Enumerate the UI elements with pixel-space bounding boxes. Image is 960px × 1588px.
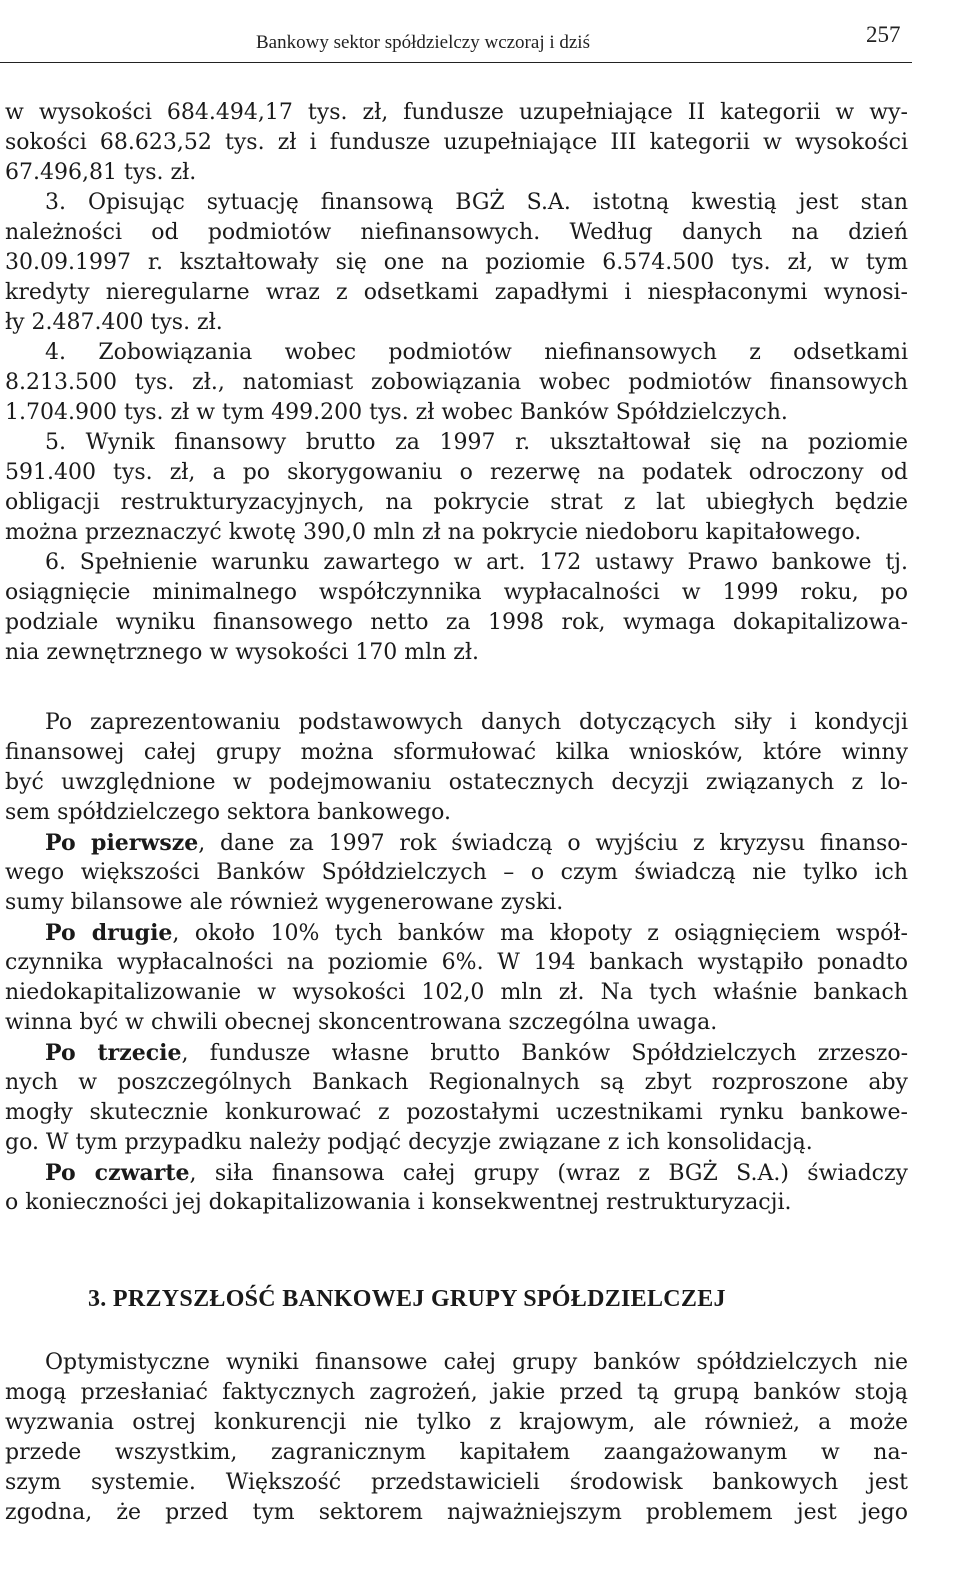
point-one-first-line [5,828,908,859]
point-lead: Po pierwsze [45,830,199,856]
text-line: szym systemie. Większość przedstawicieli środowisk bankowych jest [5,1470,908,1495]
text-line: mogły skutecznie konkurować z pozostałymi uczestnikami rynku bankowe- [5,1100,908,1125]
text-line: kredyty nieregularne wraz z odsetkami zapadłymi i niespłaconymi wynosi- [5,280,908,305]
text-line: osiągnięcie minimalnego współczynnika wypłacalności w 1999 roku, po [5,580,908,605]
text-line: zgodna, że przed tym sektorem najważniejszym problemem jest jego [5,1500,908,1525]
text-line: 4. Zobowiązania wobec podmiotów niefinansowych z odsetkami [45,340,908,365]
text-line: w wysokości 684.494,17 tys. zł, fundusze uzupełniające II kategorii w wy- [5,100,908,125]
point-lead: Po czwarte [45,1160,190,1186]
point-lead: Po drugie [45,920,173,946]
text-line: 5. Wynik finansowy brutto za 1997 r. ukształtował się na poziomie [45,430,908,455]
text-line: Po zaprezentowaniu podstawowych danych dotyczących siły i kondycji [45,710,908,735]
running-header [0,18,912,63]
point-three-first-line [5,1038,908,1069]
point-two-first-line [5,918,908,949]
text-line: 30.09.1997 r. kształtowały się one na poziomie 6.574.500 tys. zł, w tym [5,250,908,275]
text-line: 8.213.500 tys. zł., natomiast zobowiązania wobec podmiotów finansowych [5,370,908,395]
text-line: przede wszystkim, zagranicznym kapitałem zaangażowanym w na- [5,1440,908,1465]
section-heading: 3. PRZYSZŁOŚĆ BANKOWEJ GRUPY SPÓŁDZIELCZEJ [88,1286,726,1312]
text-line: nych w poszczególnych Bankach Regionalnych są zbyt rozproszone aby [5,1070,908,1095]
text-line: 67.496,81 tys. zł. [5,160,197,185]
text-line: sumy bilansowe ale również wygenerowane zyski. [5,890,564,915]
text-line: sem spółdzielczego sektora bankowego. [5,800,452,825]
point-four-first-line [5,1158,908,1189]
page-number: 257 [866,22,901,47]
point-text: , około 10% tych banków ma kłopoty z osiągnięciem współ- [172,921,908,946]
text-line: finansowej całej grupy można sformułować kilka wniosków, które winny [5,740,908,765]
text-line: go. W tym przypadku należy podjąć decyzje związane z ich konsolidacją. [5,1130,813,1155]
text-line: wyzwania ostrej konkurencji nie tylko z krajowym, ale również, a może [5,1410,908,1435]
text-line: ły 2.487.400 tys. zł. [5,310,223,335]
point-text: , siła finansowa całej grupy (wraz z BGŻ S.A.) świadczy [189,1161,908,1186]
text-line: czynnika wypłacalności na poziomie 6%. W 194 bankach wystąpiło ponadto [5,950,908,975]
text-line: winna być w chwili obecnej skoncentrowana szczególna uwaga. [5,1010,718,1035]
text-line: sokości 68.623,52 tys. zł i fundusze uzupełniające III kategorii w wysokości [5,130,908,155]
point-text: , fundusze własne brutto Banków Spółdzielczych zrzeszo- [181,1041,908,1066]
text-line: 1.704.900 tys. zł w tym 499.200 tys. zł wobec Banków Spółdzielczych. [5,400,788,425]
text-line: można przeznaczyć kwotę 390,0 mln zł na pokrycie niedoboru kapitałowego. [5,520,862,545]
text-line: obligacji restrukturyzacyjnych, na pokrycie strat z lat ubiegłych będzie [5,490,908,515]
text-line: mogą przesłaniać faktycznych zagrożeń, jakie przed tą grupą banków stoją [5,1380,908,1405]
text-line: nia zewnętrznego w wysokości 170 mln zł. [5,640,479,665]
point-lead: Po trzecie [45,1040,182,1066]
text-line: należności od podmiotów niefinansowych. Według danych na dzień [5,220,908,245]
text-line: 3. Opisując sytuację finansową BGŻ S.A. istotną kwestią jest stan [45,190,908,215]
text-line: 6. Spełnienie warunku zawartego w art. 172 ustawy Prawo bankowe tj. [45,550,908,575]
text-line: Optymistyczne wyniki finansowe całej grupy banków spółdzielczych nie [45,1350,908,1375]
text-line: o konieczności jej dokapitalizowania i konsekwentnej restrukturyzacji. [5,1190,792,1215]
text-line: wego większości Banków Spółdzielczych – o czym świadczą nie tylko ich [5,860,908,885]
text-line: podziale wyniku finansowego netto za 1998 rok, wymaga dokapitalizowa- [5,610,908,635]
point-text: , dane za 1997 rok świadczą o wyjściu z kryzysu finanso- [198,831,908,856]
text-line: 591.400 tys. zł, a po skorygowaniu o rezerwę na podatek odroczony od [5,460,908,485]
text-line: niedokapitalizowanie w wysokości 102,0 mln zł. Na tych właśnie bankach [5,980,908,1005]
running-title: Bankowy sektor spółdzielczy wczoraj i dziś [256,32,590,53]
text-line: być uwzględnione w podejmowaniu ostatecznych decyzji związanych z lo- [5,770,908,795]
